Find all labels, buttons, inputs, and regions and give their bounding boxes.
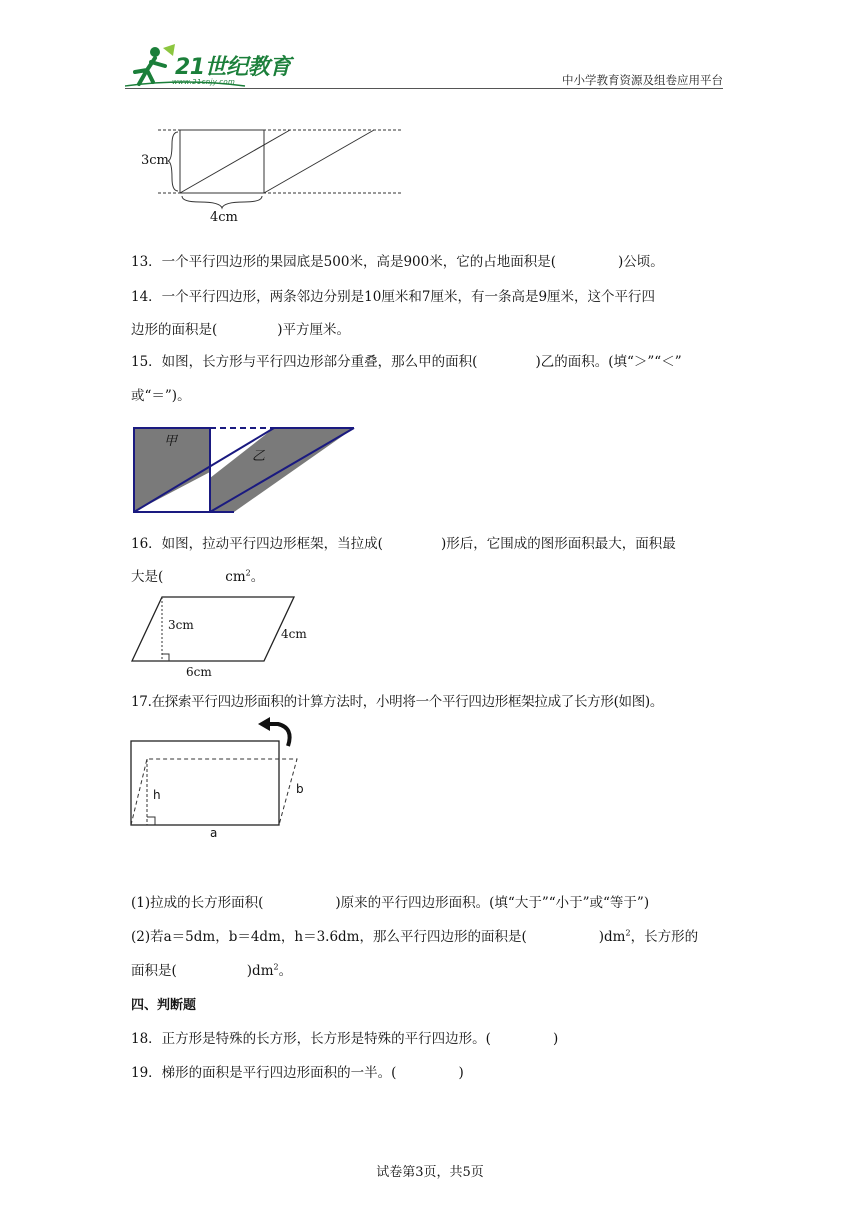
question-19: 19．梯形的面积是平行四边形面积的一半。( ) — [131, 1065, 464, 1081]
question-18: 18．正方形是特殊的长方形，长方形是特殊的平行四边形。( ) — [131, 1031, 559, 1047]
question-17-line1: 17.在探索平行四边形面积的计算方法时，小明将一个平行四边形框架拉成了长方形(如图)。 — [131, 694, 664, 710]
page-footer: 试卷第3页，共5页 — [376, 1165, 484, 1180]
header-divider — [125, 88, 723, 89]
fig17-b-label: b — [296, 782, 304, 796]
question-16-line2: 大是( $cm^2$。 — [131, 568, 265, 585]
figure-q12 — [140, 120, 410, 230]
question-14-line2: 边形的面积是( )平方厘米。 — [131, 322, 351, 338]
question-15-line2: 或“＝”)。 — [131, 388, 191, 404]
logo-url: www.21cnjy.com — [172, 78, 236, 86]
fig17-a-label: a — [210, 826, 218, 840]
question-14-line1: 14．一个平行四边形，两条邻边分别是10厘米和7厘米，有一条高是9厘米，这个平行四 — [131, 289, 656, 305]
question-17-part1: (1)拉成的长方形面积( )原来的平行四边形面积。(填“大于”“小于”或“等于”) — [131, 895, 650, 911]
fig12-height-label: 3cm — [141, 153, 169, 168]
question-16-line1: 16．如图，拉动平行四边形框架，当拉成( )形后，它围成的图形面积最大，面积最 — [131, 536, 676, 552]
header-platform-text: 中小学教育资源及组卷应用平台 — [562, 73, 723, 87]
fig15-label-jia: 甲 — [164, 434, 178, 449]
fig16-side-label: 4cm — [281, 627, 307, 641]
fig16-base-label: 6cm — [186, 665, 212, 679]
fig17-h-label: h — [153, 788, 161, 802]
question-15-line1: 15．如图，长方形与平行四边形部分重叠，那么甲的面积( )乙的面积。(填“＞”“＜” — [131, 354, 682, 370]
question-17-part3: 面积是( )$dm^2$。 — [131, 962, 293, 979]
fig16-height-label: 3cm — [168, 618, 194, 632]
figure-q16 — [128, 593, 300, 665]
question-13: 13．一个平行四边形的果园底是500米，高是900米，它的占地面积是( )公顷。 — [131, 254, 664, 270]
figure-q17 — [128, 716, 308, 828]
question-17-part2: (2)若a＝5dm，b＝4dm，h＝3.6dm，那么平行四边形的面积是( )$dm^2$，长方形的 — [131, 928, 699, 945]
section-title-judgment: 四、判断题 — [131, 998, 197, 1013]
fig15-label-yi: 乙 — [252, 449, 266, 464]
logo-text: 21世纪教育 — [175, 55, 291, 80]
fig12-base-label: 4cm — [210, 210, 238, 225]
